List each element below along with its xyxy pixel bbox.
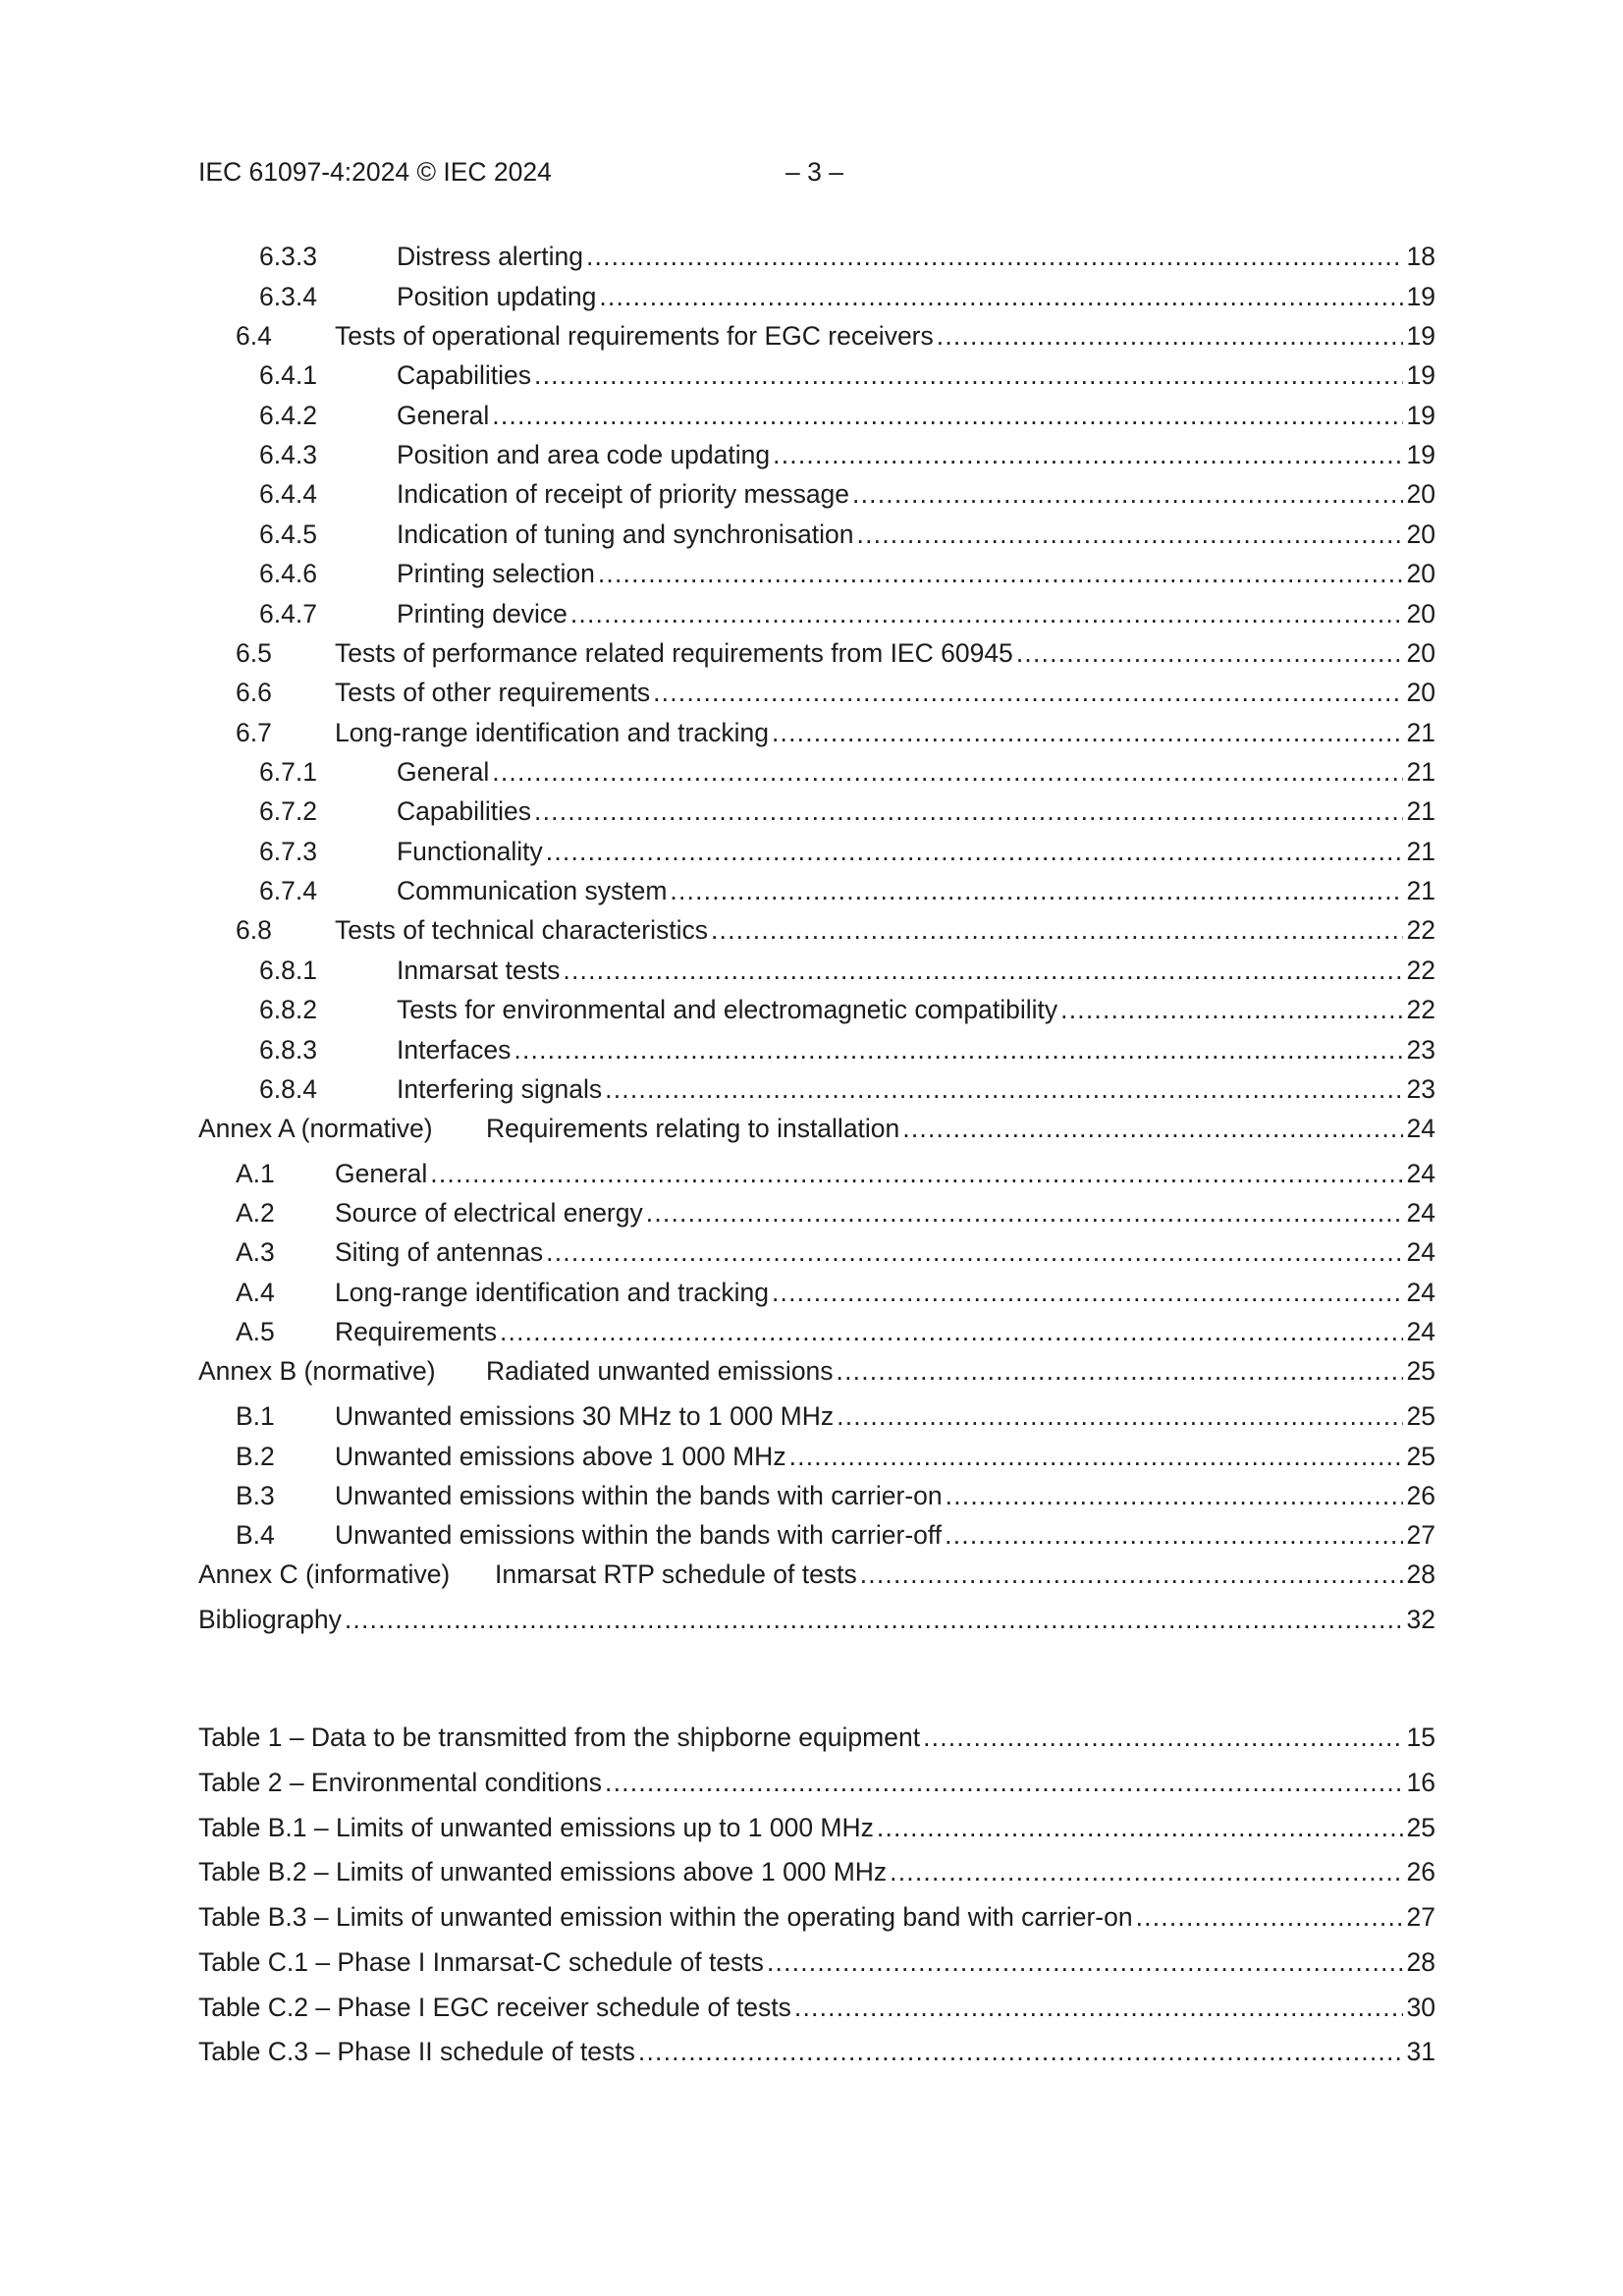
- entry-page-number: 31: [1406, 2037, 1435, 2066]
- entry-title: Tests for environmental and electromagnetic compatibility: [397, 995, 1058, 1024]
- entry-page-number: 22: [1406, 995, 1435, 1024]
- toc-entry[interactable]: [198, 917, 1435, 951]
- entry-number: 6.7: [236, 718, 272, 747]
- entry-page-number: 20: [1406, 519, 1435, 549]
- dot-leader: [563, 957, 1402, 984]
- entry-page-number: 20: [1406, 599, 1435, 629]
- dot-leader: [546, 839, 1403, 865]
- dot-leader: [860, 1561, 1403, 1588]
- entry-line: [397, 403, 1435, 429]
- entry-page-number: 15: [1406, 1722, 1435, 1752]
- dot-leader: [837, 1358, 1403, 1385]
- entry-page-number: 16: [1406, 1768, 1435, 1797]
- entry-page-number: 30: [1406, 1993, 1435, 2022]
- entry-line: [397, 839, 1435, 865]
- toc-entry[interactable]: [198, 561, 1435, 594]
- entry-title: Interfering signals: [397, 1074, 603, 1104]
- entry-page-number: 21: [1406, 757, 1435, 787]
- dot-leader: [857, 521, 1403, 548]
- entry-line: [335, 1161, 1435, 1187]
- entry-page-number: 20: [1406, 559, 1435, 588]
- entry-title: Table B.1 – Limits of unwanted emissions up to 1 000 MHz: [198, 1813, 874, 1842]
- entry-line: [198, 1815, 1435, 1841]
- toc-entry[interactable]: [198, 759, 1435, 793]
- dot-leader: [586, 244, 1403, 270]
- dot-leader: [534, 798, 1403, 825]
- entry-title: Inmarsat RTP schedule of tests: [495, 1559, 857, 1589]
- dot-leader: [605, 1770, 1403, 1796]
- dot-leader: [345, 1607, 1403, 1633]
- entry-line: [486, 1358, 1435, 1385]
- dot-leader: [794, 1995, 1403, 2021]
- toc-entry[interactable]: [198, 878, 1435, 911]
- dot-leader: [852, 481, 1402, 508]
- page-number: – 3 –: [785, 157, 843, 187]
- entry-number: 6.3.3: [259, 242, 317, 271]
- entry-page-number: 24: [1406, 1237, 1435, 1267]
- entry-page-number: 21: [1406, 837, 1435, 866]
- dot-leader: [923, 1724, 1402, 1751]
- entry-line: [495, 1561, 1435, 1588]
- entry-title: Printing device: [397, 599, 568, 629]
- dot-leader: [638, 2039, 1403, 2065]
- entry-title: Distress alerting: [397, 242, 583, 271]
- entry-line: [397, 561, 1435, 587]
- entry-page-number: 23: [1406, 1074, 1435, 1104]
- entry-page-number: 27: [1406, 1520, 1435, 1550]
- entry-page-number: 27: [1406, 1902, 1435, 1932]
- toc-entry[interactable]: [198, 1037, 1435, 1070]
- entry-line: [335, 1444, 1435, 1470]
- table-list-entry[interactable]: [198, 1770, 1435, 1803]
- dot-leader: [877, 1815, 1403, 1841]
- entry-number: 6.3.4: [259, 282, 317, 311]
- entry-line: [335, 640, 1435, 667]
- entry-title: Inmarsat tests: [397, 956, 561, 985]
- dot-leader: [534, 362, 1403, 389]
- toc-entry[interactable]: [198, 481, 1435, 515]
- entry-number: Annex C (informative): [198, 1559, 451, 1589]
- entry-page-number: 21: [1406, 876, 1435, 905]
- table-list-entry[interactable]: [198, 1815, 1435, 1848]
- entry-line: [335, 1403, 1435, 1430]
- entry-line: [397, 759, 1435, 786]
- toc-entry[interactable]: [198, 323, 1435, 356]
- dot-leader: [902, 1116, 1402, 1142]
- entry-title: Unwanted emissions 30 MHz to 1 000 MHz: [335, 1401, 835, 1431]
- toc-entry[interactable]: [198, 1116, 1435, 1149]
- toc-entry[interactable]: [198, 640, 1435, 674]
- entry-page-number: 24: [1406, 1278, 1435, 1307]
- dot-leader: [514, 1037, 1402, 1064]
- entry-line: [198, 2039, 1435, 2065]
- entry-line: [335, 1483, 1435, 1509]
- dot-leader: [546, 1239, 1402, 1266]
- entry-number: 6.4.5: [259, 519, 317, 549]
- entry-title: Table C.3 – Phase II schedule of tests: [198, 2037, 635, 2066]
- toc-entry[interactable]: [198, 839, 1435, 872]
- entry-number: A.5: [236, 1317, 275, 1346]
- dot-leader: [1016, 640, 1403, 667]
- dot-leader: [1060, 997, 1402, 1023]
- toc-entry[interactable]: [198, 798, 1435, 832]
- entry-title: Table C.1 – Phase I Inmarsat-C schedule of tests: [198, 1947, 764, 1977]
- entry-page-number: 26: [1406, 1857, 1435, 1886]
- toc-entry[interactable]: [198, 1076, 1435, 1110]
- dot-leader: [937, 323, 1403, 350]
- entry-page-number: 18: [1406, 242, 1435, 271]
- document-id: IEC 61097-4:2024 © IEC 2024: [198, 157, 552, 187]
- entry-number: A.4: [236, 1278, 275, 1307]
- entry-line: [198, 1949, 1435, 1976]
- entry-line: [397, 244, 1435, 270]
- entry-number: 6.4.1: [259, 360, 317, 390]
- toc-entry[interactable]: [198, 1161, 1435, 1194]
- table-list-entry[interactable]: [198, 1859, 1435, 1892]
- entry-page-number: 25: [1406, 1401, 1435, 1431]
- entry-page-number: 24: [1406, 1317, 1435, 1346]
- entry-line: [335, 1319, 1435, 1345]
- toc-entry[interactable]: [198, 244, 1435, 277]
- entry-line: [198, 1904, 1435, 1931]
- dot-leader: [646, 1200, 1403, 1227]
- dot-leader: [430, 1161, 1402, 1187]
- entry-title: Indication of receipt of priority message: [397, 479, 850, 509]
- entry-page-number: 19: [1406, 321, 1435, 351]
- dot-leader: [767, 1949, 1403, 1976]
- entry-number: 6.4.4: [259, 479, 317, 509]
- entry-line: [335, 1522, 1435, 1549]
- dot-leader: [789, 1444, 1403, 1470]
- dot-leader: [837, 1403, 1402, 1430]
- entry-page-number: 20: [1406, 479, 1435, 509]
- entry-line: [397, 442, 1435, 468]
- entry-title: Table B.3 – Limits of unwanted emission within the operating band with carrier-on: [198, 1902, 1133, 1932]
- entry-title: Bibliography: [198, 1605, 342, 1634]
- entry-number: 6.4.7: [259, 599, 317, 629]
- toc-entry[interactable]: [198, 997, 1435, 1030]
- entry-title: General: [397, 757, 490, 787]
- entry-line: [198, 1724, 1435, 1751]
- dot-leader: [945, 1522, 1402, 1549]
- entry-title: Tests of technical characteristics: [335, 915, 708, 945]
- toc-entry[interactable]: [198, 1522, 1435, 1556]
- entry-page-number: 19: [1406, 440, 1435, 469]
- entry-page-number: 28: [1406, 1559, 1435, 1589]
- entry-title: Radiated unwanted emissions: [486, 1356, 834, 1386]
- entry-title: Unwanted emissions within the bands with carrier-on: [335, 1481, 943, 1510]
- toc-entry[interactable]: [198, 1483, 1435, 1516]
- entry-number: B.2: [236, 1442, 275, 1471]
- entry-line: [397, 284, 1435, 310]
- entry-title: Unwanted emissions above 1 000 MHz: [335, 1442, 786, 1471]
- dot-leader: [653, 680, 1402, 706]
- entry-page-number: 25: [1406, 1813, 1435, 1842]
- entry-number: 6.7.3: [259, 837, 317, 866]
- entry-line: [198, 1859, 1435, 1886]
- entry-line: [198, 1770, 1435, 1796]
- dot-leader: [500, 1319, 1403, 1345]
- entry-number: 6.8.4: [259, 1074, 317, 1104]
- entry-title: Communication system: [397, 876, 668, 905]
- table-list-entry[interactable]: [198, 1724, 1435, 1758]
- entry-page-number: 21: [1406, 796, 1435, 826]
- entry-line: [335, 720, 1435, 746]
- entry-title: Table 2 – Environmental conditions: [198, 1768, 602, 1797]
- entry-title: Table C.2 – Phase I EGC receiver schedule of tests: [198, 1993, 791, 2022]
- entry-number: 6.7.1: [259, 757, 317, 787]
- entry-line: [198, 1607, 1435, 1633]
- entry-line: [397, 601, 1435, 628]
- entry-title: Requirements relating to installation: [486, 1114, 900, 1143]
- dot-leader: [598, 561, 1403, 587]
- table-list-entry[interactable]: [198, 2039, 1435, 2072]
- entry-line: [397, 1076, 1435, 1103]
- entry-page-number: 19: [1406, 282, 1435, 311]
- entry-title: Siting of antennas: [335, 1237, 544, 1267]
- entry-title: Tests of performance related requirements from IEC 60945: [335, 638, 1013, 668]
- entry-title: General: [335, 1159, 428, 1188]
- entry-line: [397, 1037, 1435, 1064]
- dot-leader: [1136, 1904, 1403, 1931]
- entry-title: Tests of other requirements: [335, 678, 651, 707]
- entry-title: Capabilities: [397, 360, 531, 390]
- toc-entry[interactable]: [198, 284, 1435, 317]
- toc-entry[interactable]: [198, 521, 1435, 555]
- entry-line: [397, 362, 1435, 389]
- entry-line: [335, 1239, 1435, 1266]
- entry-title: Printing selection: [397, 559, 595, 588]
- entry-page-number: 24: [1406, 1159, 1435, 1188]
- entry-title: Table B.2 – Limits of unwanted emissions above 1 000 MHz: [198, 1857, 888, 1886]
- entry-page-number: 19: [1406, 401, 1435, 430]
- toc-entry[interactable]: [198, 1444, 1435, 1477]
- entry-number: B.4: [236, 1520, 275, 1550]
- toc-entry[interactable]: [198, 1358, 1435, 1392]
- entry-page-number: 28: [1406, 1947, 1435, 1977]
- dot-leader: [492, 759, 1402, 786]
- dot-leader: [492, 403, 1402, 429]
- dot-leader: [772, 720, 1403, 746]
- entry-line: [335, 1200, 1435, 1227]
- entry-title: Functionality: [397, 837, 543, 866]
- entry-number: 6.4.3: [259, 440, 317, 469]
- entry-page-number: 32: [1406, 1605, 1435, 1634]
- entry-number: 6.8.1: [259, 956, 317, 985]
- page-header: [198, 159, 1435, 192]
- entry-page-number: 19: [1406, 360, 1435, 390]
- entry-line: [397, 521, 1435, 548]
- entry-line: [198, 1995, 1435, 2021]
- entry-title: Unwanted emissions within the bands with carrier-off: [335, 1520, 943, 1550]
- dot-leader: [946, 1483, 1403, 1509]
- toc-entry[interactable]: [198, 680, 1435, 713]
- entry-title: Position and area code updating: [397, 440, 771, 469]
- entry-number: A.2: [236, 1198, 275, 1228]
- toc-entry[interactable]: [198, 1561, 1435, 1595]
- entry-title: Capabilities: [397, 796, 531, 826]
- toc-entry[interactable]: [198, 1319, 1435, 1352]
- toc-entry[interactable]: [198, 720, 1435, 753]
- toc-entry[interactable]: [198, 1239, 1435, 1273]
- entry-title: Table 1 – Data to be transmitted from the shipborne equipment: [198, 1722, 921, 1752]
- dot-leader: [890, 1859, 1402, 1886]
- toc-entry[interactable]: [198, 1280, 1435, 1313]
- entry-page-number: 20: [1406, 678, 1435, 707]
- entry-number: 6.7.4: [259, 876, 317, 905]
- entry-title: Position updating: [397, 282, 597, 311]
- table-list-entry[interactable]: [198, 1904, 1435, 1938]
- entry-title: Requirements: [335, 1317, 497, 1346]
- entry-number: 6.5: [236, 638, 272, 668]
- entry-number: Annex B (normative): [198, 1356, 436, 1386]
- entry-page-number: 26: [1406, 1481, 1435, 1510]
- entry-line: [397, 798, 1435, 825]
- toc-entry[interactable]: [198, 1200, 1435, 1233]
- entry-page-number: 22: [1406, 956, 1435, 985]
- toc-entry[interactable]: [198, 362, 1435, 396]
- entry-number: 6.8: [236, 915, 272, 945]
- dot-leader: [711, 917, 1403, 944]
- toc-entry[interactable]: [198, 1403, 1435, 1437]
- entry-line: [397, 481, 1435, 508]
- table-list-entry[interactable]: [198, 1949, 1435, 1983]
- entry-number: A.3: [236, 1237, 275, 1267]
- entry-number: 6.8.3: [259, 1035, 317, 1065]
- entry-page-number: 25: [1406, 1356, 1435, 1386]
- entry-page-number: 24: [1406, 1114, 1435, 1143]
- entry-page-number: 20: [1406, 638, 1435, 668]
- entry-title: Source of electrical energy: [335, 1198, 643, 1228]
- entry-page-number: 22: [1406, 915, 1435, 945]
- table-list-entry[interactable]: [198, 1995, 1435, 2028]
- dot-leader: [570, 601, 1403, 628]
- entry-number: 6.4.2: [259, 401, 317, 430]
- toc-entry[interactable]: [198, 1607, 1435, 1640]
- entry-number: A.1: [236, 1159, 275, 1188]
- entry-line: [335, 917, 1435, 944]
- entry-title: General: [397, 401, 490, 430]
- entry-title: Tests of operational requirements for EGC receivers: [335, 321, 934, 351]
- entry-line: [335, 323, 1435, 350]
- entry-number: 6.7.2: [259, 796, 317, 826]
- dot-leader: [599, 284, 1402, 310]
- entry-number: 6.6: [236, 678, 272, 707]
- dot-leader: [670, 878, 1402, 904]
- dot-leader: [773, 442, 1402, 468]
- dot-leader: [772, 1280, 1403, 1306]
- entry-page-number: 24: [1406, 1198, 1435, 1228]
- entry-line: [397, 957, 1435, 984]
- entry-line: [335, 680, 1435, 706]
- entry-page-number: 21: [1406, 718, 1435, 747]
- entry-number: 6.4.6: [259, 559, 317, 588]
- toc-entry[interactable]: [198, 442, 1435, 475]
- entry-page-number: 23: [1406, 1035, 1435, 1065]
- toc-entry[interactable]: [198, 403, 1435, 436]
- entry-number: Annex A (normative): [198, 1114, 433, 1143]
- entry-title: Long-range identification and tracking: [335, 1278, 769, 1307]
- entry-line: [486, 1116, 1435, 1142]
- entry-title: Interfaces: [397, 1035, 512, 1065]
- entry-title: Long-range identification and tracking: [335, 718, 769, 747]
- toc-entry[interactable]: [198, 601, 1435, 634]
- entry-page-number: 25: [1406, 1442, 1435, 1471]
- entry-line: [397, 997, 1435, 1023]
- entry-number: B.3: [236, 1481, 275, 1510]
- entry-title: Indication of tuning and synchronisation: [397, 519, 854, 549]
- dot-leader: [605, 1076, 1402, 1103]
- entry-number: 6.4: [236, 321, 272, 351]
- toc-entry[interactable]: [198, 957, 1435, 991]
- entry-number: 6.8.2: [259, 995, 317, 1024]
- entry-line: [397, 878, 1435, 904]
- entry-number: B.1: [236, 1401, 275, 1431]
- entry-line: [335, 1280, 1435, 1306]
